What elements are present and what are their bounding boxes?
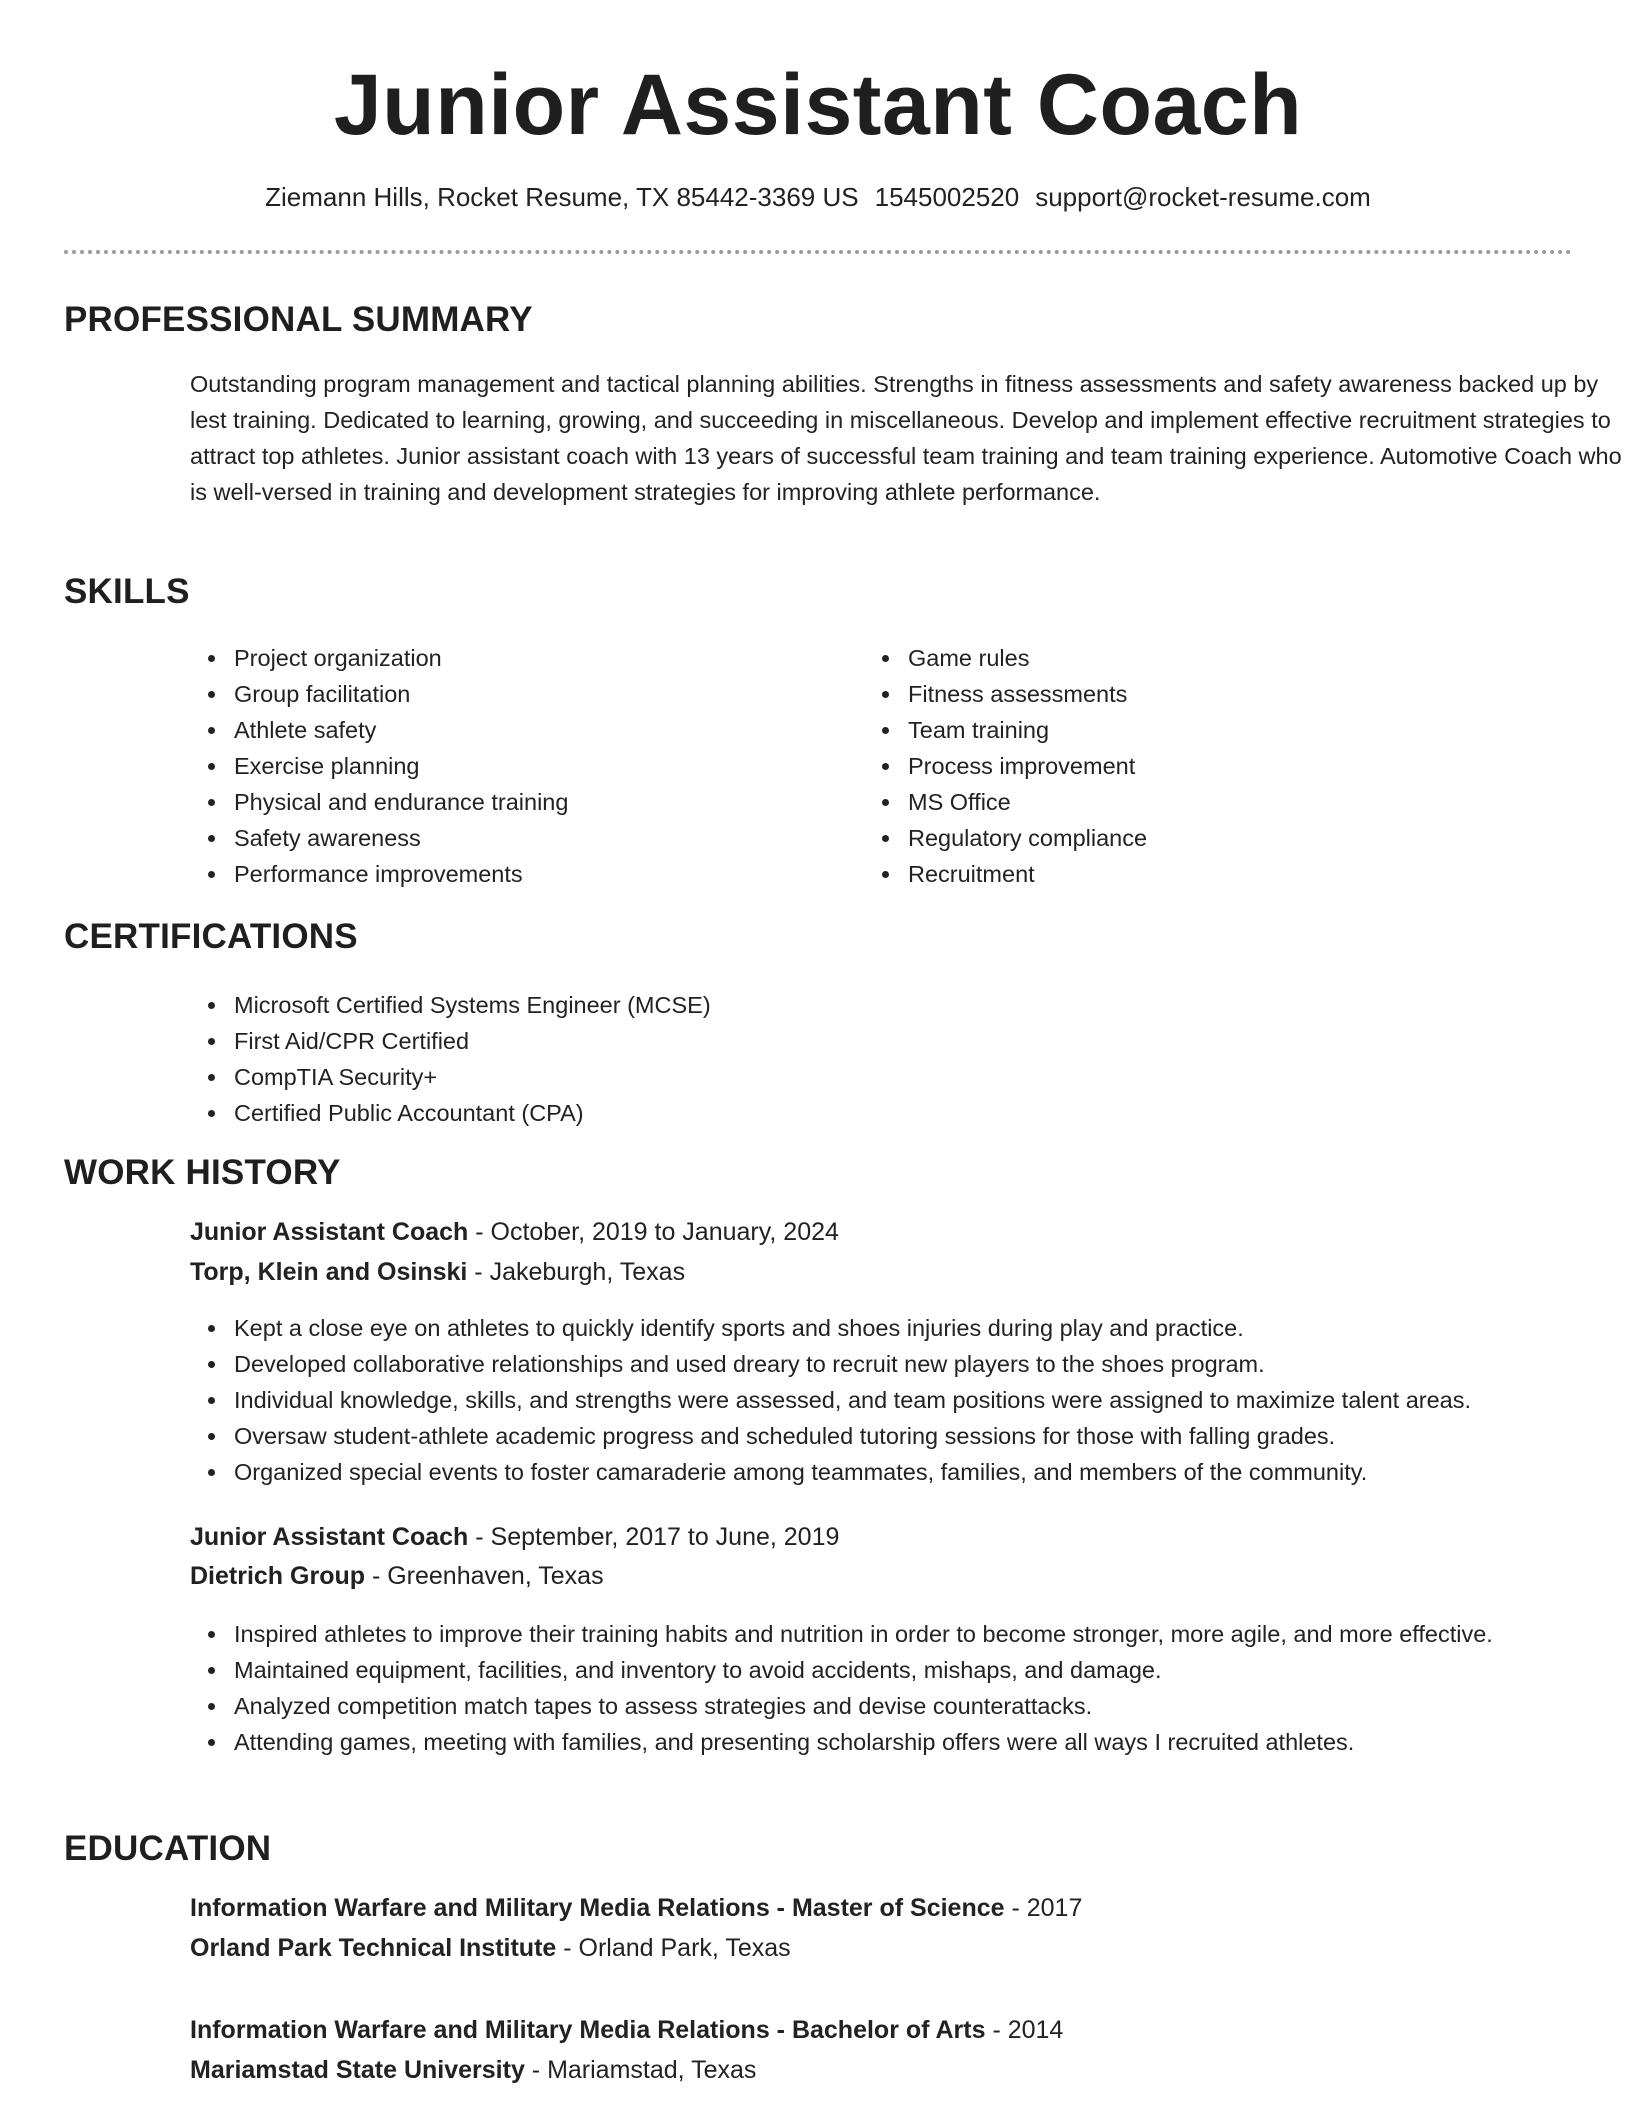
skills-heading: SKILLS [64,572,190,611]
job-role: Junior Assistant Coach [190,1523,469,1551]
skill-item: Regulatory compliance [908,820,1147,856]
education-degree-line [190,2010,1063,2050]
education-degree-line [190,1888,1082,1928]
education-year: - 2017 [1004,1894,1083,1922]
job-company-line [190,1252,685,1292]
job-title-line [190,1517,839,1557]
skill-item: Athlete safety [234,712,568,748]
skill-item: MS Office [908,784,1147,820]
responsibility-item: Inspired athletes to improve their training habits and nutrition in order to become stronger, more agile, and more effective. [234,1616,1630,1652]
education-school-line [190,2050,756,2090]
education-school: Orland Park Technical Institute [190,1934,557,1962]
education-degree: Information Warfare and Military Media Relations - Master of Science [190,1894,1005,1922]
skill-item: Process improvement [908,748,1147,784]
certification-item: Microsoft Certified Systems Engineer (MCSE) [234,987,711,1023]
education-heading: EDUCATION [64,1829,272,1868]
skill-item: Game rules [908,640,1147,676]
job-location: - Greenhaven, Texas [365,1562,604,1590]
responsibility-item: Developed collaborative relationships and used dreary to recruit new players to the shoes program. [234,1346,1630,1382]
certification-item: Certified Public Accountant (CPA) [234,1095,711,1131]
job-dates: - October, 2019 to January, 2024 [468,1218,839,1246]
contact-email[interactable]: support@rocket-resume.com [1035,182,1371,212]
responsibility-item: Analyzed competition match tapes to assess strategies and devise counterattacks. [234,1688,1630,1724]
job-company: Torp, Klein and Osinski [190,1258,468,1286]
certification-item: First Aid/CPR Certified [234,1023,711,1059]
skill-item: Group facilitation [234,676,568,712]
skill-item: Exercise planning [234,748,568,784]
responsibility-item: Maintained equipment, facilities, and inventory to avoid accidents, mishaps, and damage. [234,1652,1630,1688]
job-company-line [190,1556,604,1596]
certifications-list [190,987,711,1131]
summary-text: Outstanding program management and tactical planning abilities. Strengths in fitness assessments and safety awareness backed up by lest training. Dedicated to learning, growing, and succeeding in miscellaneous. Develop and implement effective recruitment strategies to attract top athletes. Junior assistant coach with 13 years of successful team training and team training experience. Automotive Coach who is well-versed in training and development strategies for improving athlete performance. [190,371,1622,505]
responsibility-item: Individual knowledge, skills, and strengths were assessed, and team positions were assigned to maximize talent areas. [234,1382,1630,1418]
job-role: Junior Assistant Coach [190,1218,469,1246]
education-location: - Mariamstad, Texas [524,2056,757,2084]
header-divider [64,250,1572,254]
education-location: - Orland Park, Texas [556,1934,791,1962]
skill-item: Safety awareness [234,820,568,856]
job-title-line [190,1212,839,1252]
job-responsibilities [190,1310,1630,1490]
certifications-heading: CERTIFICATIONS [64,917,358,956]
responsibility-item: Kept a close eye on athletes to quickly identify sports and shoes injuries during play and practice. [234,1310,1630,1346]
education-school-line [190,1928,791,1968]
responsibility-item: Attending games, meeting with families, and presenting scholarship offers were all ways I recruited athletes. [234,1724,1630,1760]
certification-item: CompTIA Security+ [234,1059,711,1095]
summary-heading: PROFESSIONAL SUMMARY [64,300,533,339]
skill-item: Physical and endurance training [234,784,568,820]
job-dates: - September, 2017 to June, 2019 [468,1523,840,1551]
responsibility-item: Oversaw student-athlete academic progress and scheduled tutoring sessions for those with falling grades. [234,1418,1630,1454]
work-history-heading: WORK HISTORY [64,1153,341,1192]
skills-right-column [864,640,1147,892]
contact-phone: 1545002520 [874,182,1020,212]
education-year: - 2014 [985,2016,1064,2044]
skill-item: Team training [908,712,1147,748]
job-responsibilities [190,1616,1630,1760]
skill-item: Fitness assessments [908,676,1147,712]
contact-address: Ziemann Hills, Rocket Resume, TX 85442-3369 US [265,182,859,212]
resume-name: Junior Assistant Coach [333,57,1303,153]
job-company: Dietrich Group [190,1562,366,1590]
job-location: - Jakeburgh, Texas [467,1258,686,1286]
responsibility-item: Organized special events to foster camaraderie among teammates, families, and members of the community. [234,1454,1630,1490]
education-school: Mariamstad State University [190,2056,525,2084]
contact-line [64,180,1572,214]
skill-item: Performance improvements [234,856,568,892]
skill-item: Recruitment [908,856,1147,892]
skill-item: Project organization [234,640,568,676]
skills-left-column [190,640,568,892]
education-degree: Information Warfare and Military Media Relations - Bachelor of Arts [190,2016,986,2044]
